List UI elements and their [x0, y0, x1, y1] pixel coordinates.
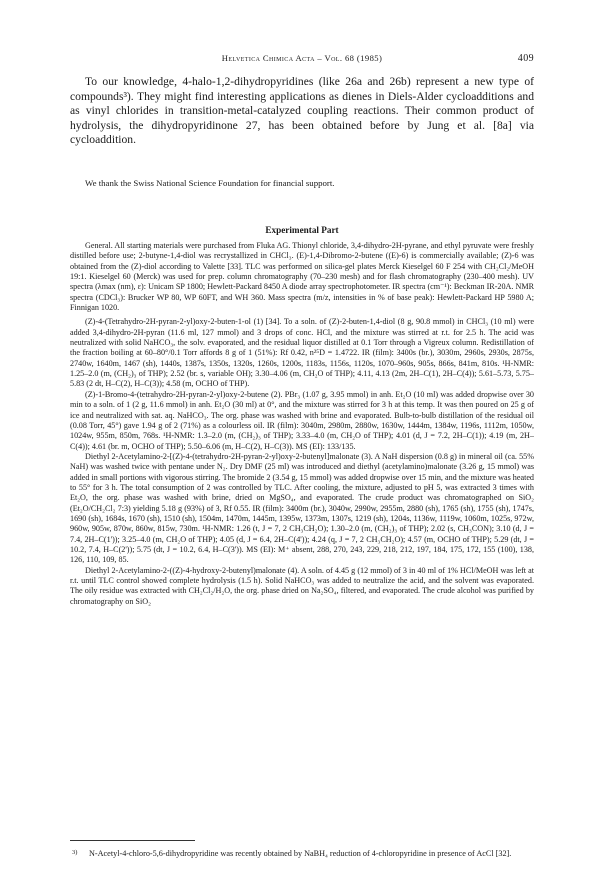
experimental-body — [70, 241, 534, 607]
footnote-mark: 3) — [72, 849, 78, 856]
paragraph-general: General. All starting materials were purchased from Fluka AG. Thionyl chloride, 3,4-dihydro-2H-pyrane, and ethyl pyruvate were freshly distilled before use; 2-butyne-1,4-diol was recrystallized in CHCl₃. (E)-1,4-Dibromo-2-butene ((E)-6) is commercially available; (Z)-6 was obtained from the (Z)-diol according to Valette [33]. TLC was performed on silica-gel plates Merck Kieselgel 60 F 254 with CH₂Cl₂/MeOH 19:1. Kieselgel 60 (Merck) was used for prep. column chromatography (70–230 mesh) and for flash chromatography (230–400 mesh). UV spectra (λmax (nm), ε): Unicam SP 1800; Hewlett-Packard 8450 A diode array spectrophotometer. IR spectra (cm⁻¹): Beckman IR-20A. NMR spectra (CDCl₃): Brucker WP 80, WP 60FT, and WH 360. Mass spectra (m/z, intensities in % of base peak): Hewlett-Packard HP 5980 A; Finnigan 1020. — [70, 241, 534, 313]
footnote-divider — [70, 840, 195, 841]
paragraph-compound-4: Diethyl 2-Acetylamino-2-((Z)-4-hydroxy-2-butenyl)malonate (4). A soln. of 4.45 g (12 mmol) of 3 in 40 ml of 1% HCl/MeOH was left at r.t. until TLC control showed complete hydrolysis (1.5 h). Solid NaHCO₃ was added to neutralize the acid, and the solvent was evaporated. The oily residue was extracted with CH₂Cl₂/H₂O, the org. phase dried on Na₂SO₄, filtered, and evaporated. The crude alcohol was purified by chromatography on SiO₂ — [70, 565, 534, 606]
paragraph-compound-3: Diethyl 2-Acetylamino-2-[(Z)-4-(tetrahydro-2H-pyran-2-yl)oxy-2-butenyl]malonate (3). A NaH dispersion (0.8 g) in mineral oil (ca. 55% NaH) was washed twice with pentane under N₂. Dry DMF (25 ml) was introduced and diethyl (acetylamino)malonate (3.26 g, 15 mmol) was added in small portions with vigorous stirring. The bromide 2 (3.54 g, 15 mmol) was added dropwise over 15 min, and the mixture was heated to 55° for 3 h. The total consumption of 2 was controlled by TLC. After cooling, the mixture, adjusted to pH 5, was extracted 3 times with Et₂O, the org. phase was washed with brine, dried on MgSO₄, and evaporated. The crude product was chromatographed on SiO₂ (Et₂O/CH₂Cl₂ 7:3) yielding 5.18 g (93%) of 3, Rf 0.55. IR (film): 3400m (br.), 3040w, 2990w, 2955m, 2880 (sh), 1765 (sh), 1755 (sh), 1747s, 1690 (sh), 1684s, 1670 (sh), 1510 (sh), 1504m, 1470m, 1445m, 1395w, 1373m, 1307s, 1219 (sh), 1204s, 1136w, 1119w, 1060m, 1025s, 972w, 960w, 905w, 870w, 860w, 815w, 730m. ¹H-NMR: 1.26 (t, J = 7, 2 CH₃CH₂O); 1.30–2.0 (m, (CH₂)₃ of THP); 2.02 (s, CH₃CON); 3.10 (d, J = 7.4, 2H–C(1')); 3.25–4.0 (m, CH₂O of THP); 4.05 (d, J = 6.4, 2H–C(4')); 4.24 (q, J = 7, 2 CH₃CH₂O); 4.57 (m, OCHO of THP); 5.29 (dt, J = 10.2, 7.4, H–C(2')); 5.75 (dt, J = 10.2, 6.4, H–C(3')). MS (EI): M⁺ absent, 288, 270, 243, 229, 218, 212, 197, 184, 175, 172, 155 (100), 138, 126, 110, 109, 85. — [70, 451, 534, 565]
running-header — [70, 53, 534, 65]
footnote — [70, 849, 534, 859]
intro-paragraph: To our knowledge, 4-halo-1,2-dihydropyridines (like 26a and 26b) represent a new type of compounds³). They might find interesting applications as dienes in Diels-Alder cycloadditions and as vinyl chlorides in transition-metal-catalyzed coupling reactions. Their common product of hydrolysis, the dihydropyridinone 27, has been obtained before by Jung et al. [8a] via cycloaddition. — [70, 75, 534, 147]
journal-title: Helvetica Chimica Acta – Vol. 68 (1985) — [221, 53, 383, 63]
footnote-text: N-Acetyl-4-chloro-5,6-dihydropyridine was recently obtained by NaBH₄ reduction of 4-chloropyridine in presence of AcCl [32]. — [89, 849, 512, 858]
page-number: 409 — [517, 53, 534, 64]
paragraph-compound-2: (Z)-1-Bromo-4-(tetrahydro-2H-pyran-2-yl)oxy-2-butene (2). PBr₃ (1.07 g, 3.95 mmol) in anh. Et₂O (10 ml) was added dropwise over 30 min to a soln. of 1 (2 g, 11.6 mmol) in anh. Et₂O (30 ml) at 0°, and the mixture was stirred for 3 h at this temp. It was then poured on 25 g of ice and neutralized with sat. aq. NaHCO₃. The org. phase was washed with brine and evaporated. Bulb-to-bulb distillation of the residual oil (0.08 Torr, 45°) gave 1.94 g of 2 (71%) as a colourless oil. IR (film): 3040m, 2980m, 2880w, 1630w, 1444m, 1384w, 1196s, 1112m, 1050w, 1024w, 955m, 850m, 768s. ¹H-NMR: 1.3–2.0 (m, (CH₂)₃ of THP); 3.33–4.0 (m, CH₂O of THP); 4.01 (d, J = 7.2, 2H–C(1)); 4.19 (m, 2H–C(4)); 4.61 (br. m, OCHO of THP); 5.50–6.06 (m, H–C(2), H–C(3)). MS (EI): 133/135. — [70, 389, 534, 451]
acknowledgement: We thank the Swiss National Science Foundation for financial support. — [85, 178, 335, 188]
paragraph-compound-1: (Z)-4-(Tetrahydro-2H-pyran-2-yl)oxy-2-buten-1-ol (1) [34]. To a soln. of (Z)-2-buten-1,4-diol (8 g, 90.8 mmol) in CHCl₃ (10 ml) were added 3,4-dihydro-2H-pyran (11.6 ml, 127 mmol) and 3 drops of conc. HCl, and the mixture was stirred at r.t. for 2.5 h. The acid was neutralized with solid NaHCO₃, the solv. evaporated, and the residual liquor distilled at 0.1 Torr through a Vigreux column. Redistillation of the fraction boiling at 60–80°/0.1 Torr affords 8 g of 1 (51%): Rf 0.42, n²⁵D = 1.4722. IR (film): 3400s (br.), 3030m, 2960s, 2930s, 2875s, 2740w, 1640m, 1467 (sh), 1440s, 1387s, 1350s, 1320s, 1260s, 1200s, 1183s, 1156s, 1120s, 1070–960s, 905s, 866s, 841m, 810s. ¹H-NMR: 1.25–2.0 (m, (CH₂)₃ of THP); 2.52 (br. s, variable OH); 3.30–4.06 (m, CH₂O of THP); 4.11, 4.13 (2m, 2H–C(1), 2H–C(4)); 5.61–5.73, 5.75–5.83 (2 dt, H–C(2), H–C(3)); 4.58 (m, OCHO of THP). — [70, 317, 534, 389]
section-title-experimental: Experimental Part — [265, 225, 339, 235]
